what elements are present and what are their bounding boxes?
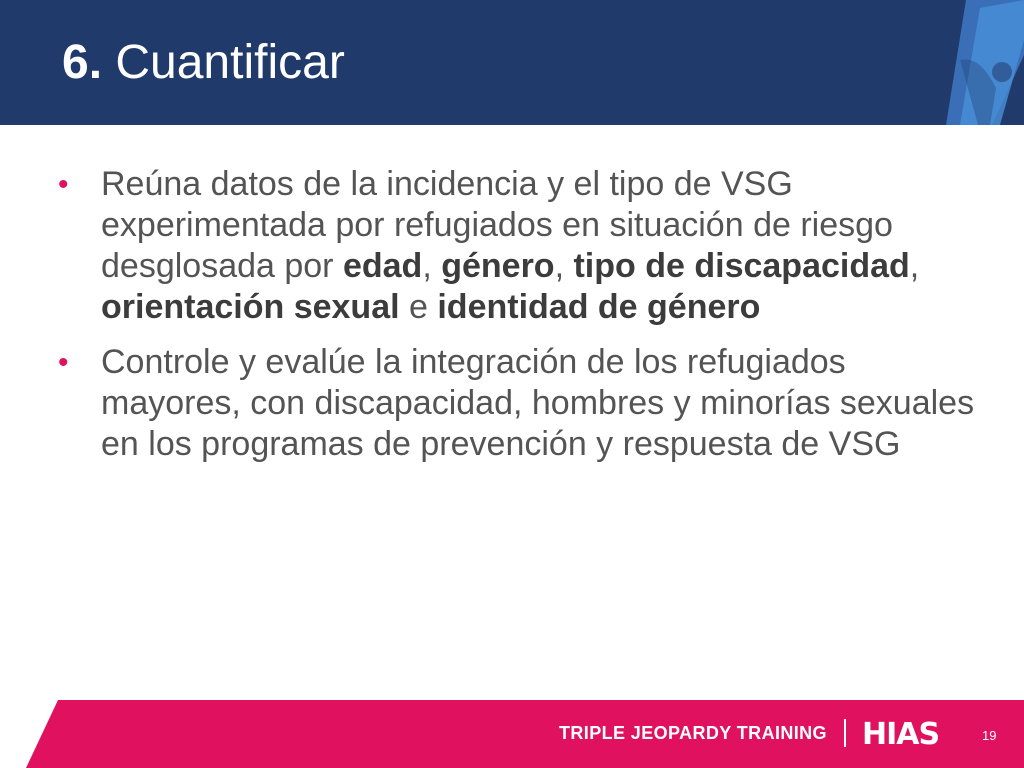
hias-figure-logo-icon — [930, 0, 1024, 125]
bullet-text: e — [399, 288, 438, 326]
footer-divider — [844, 719, 846, 747]
bullet-emphasis: identidad de género — [437, 288, 761, 326]
bullet-dot-icon: • — [58, 168, 69, 201]
bullet-emphasis: tipo de discapacidad — [573, 247, 910, 285]
bullet-item — [58, 164, 988, 328]
slide-title — [62, 30, 345, 96]
bullet-text: Controle y evalúe la integración de los refugiados mayores, con discapacidad, hombres y minorías sexuales en los programas de prevención y respuesta de VSG — [101, 343, 975, 463]
bullet-dot-icon: • — [58, 346, 69, 379]
bullet-text: , — [422, 247, 442, 285]
bullet-text: Reúna datos de la incidencia y el tipo de VSG experimentada por refugiados en situación de riesgo desglosada por — [101, 165, 893, 285]
bullet-emphasis: género — [441, 247, 555, 285]
slide-footer — [0, 700, 1024, 768]
bullet-list — [58, 164, 988, 479]
hias-logo: HIAS — [862, 717, 940, 752]
bullet-text: , — [909, 247, 920, 285]
page-number: 19 — [982, 728, 997, 743]
bullet-emphasis: orientación sexual — [101, 288, 400, 326]
bullet-emphasis: edad — [342, 247, 423, 285]
slide-header — [0, 0, 1024, 125]
bullet-text: , — [554, 247, 574, 285]
training-label: TRIPLE JEOPARDY TRAINING — [559, 723, 827, 743]
bullet-item — [58, 342, 988, 465]
title-number: 6. — [62, 36, 103, 89]
title-text: Cuantificar — [115, 36, 345, 89]
